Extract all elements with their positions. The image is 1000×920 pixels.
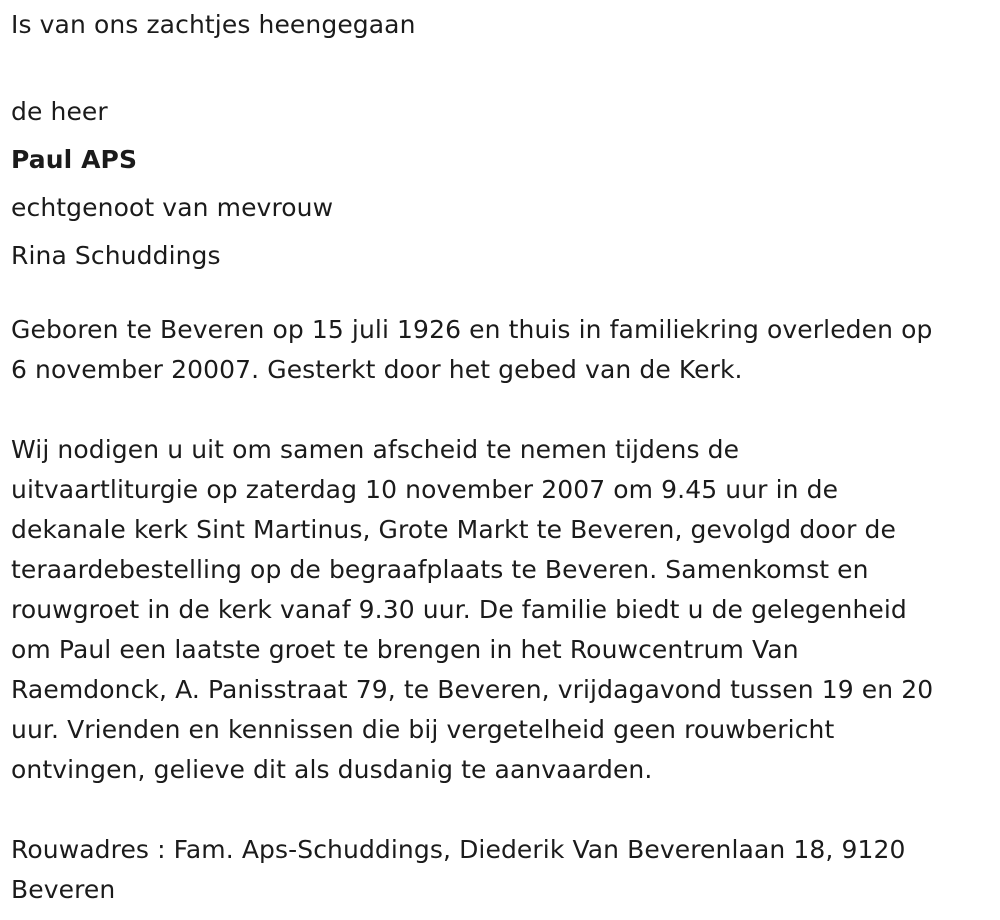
- paragraph-line: Wij nodigen u uit om samen afscheid te nemen tijdens de: [11, 435, 740, 464]
- paragraph-line: Rouwadres : Fam. Aps-Schuddings, Diederik Van Beverenlaan 18, 9120: [11, 835, 906, 864]
- paragraph-line: Beveren: [11, 875, 116, 904]
- intro-text: Is van ons zachtjes heengegaan: [11, 10, 416, 39]
- obituary-notice: [11, 8, 986, 910]
- invitation-paragraph: [11, 430, 986, 790]
- paragraph-line: uitvaartliturgie op zaterdag 10 november 2007 om 9.45 uur in de: [11, 475, 839, 504]
- mourning-address-paragraph: [11, 830, 986, 910]
- paragraph-line: Geboren te Beveren op 15 juli 1926 en thuis in familiekring overleden op: [11, 315, 933, 344]
- title-prefix: de heer: [11, 97, 108, 126]
- birth-death-paragraph: [11, 310, 986, 390]
- deceased-block: [11, 88, 986, 280]
- paragraph-line: ontvingen, gelieve dit als dusdanig te aanvaarden.: [11, 755, 653, 784]
- paragraph-line: teraardebestelling op de begraafplaats te Beveren. Samenkomst en: [11, 555, 869, 584]
- paragraph-line: 6 november 20007. Gesterkt door het gebed van de Kerk.: [11, 355, 743, 384]
- paragraph-line: om Paul een laatste groet te brengen in het Rouwcentrum Van: [11, 635, 799, 664]
- paragraph-line: dekanale kerk Sint Martinus, Grote Markt te Beveren, gevolgd door de: [11, 515, 896, 544]
- paragraph-line: uur. Vrienden en kennissen die bij vergetelheid geen rouwbericht: [11, 715, 835, 744]
- spouse-relation: echtgenoot van mevrouw: [11, 193, 334, 222]
- deceased-name: Paul APS: [11, 145, 138, 174]
- paragraph-line: Raemdonck, A. Panisstraat 79, te Beveren, vrijdagavond tussen 19 en 20: [11, 675, 934, 704]
- paragraph-line: rouwgroet in de kerk vanaf 9.30 uur. De familie biedt u de gelegenheid: [11, 595, 907, 624]
- spouse-name: Rina Schuddings: [11, 241, 221, 270]
